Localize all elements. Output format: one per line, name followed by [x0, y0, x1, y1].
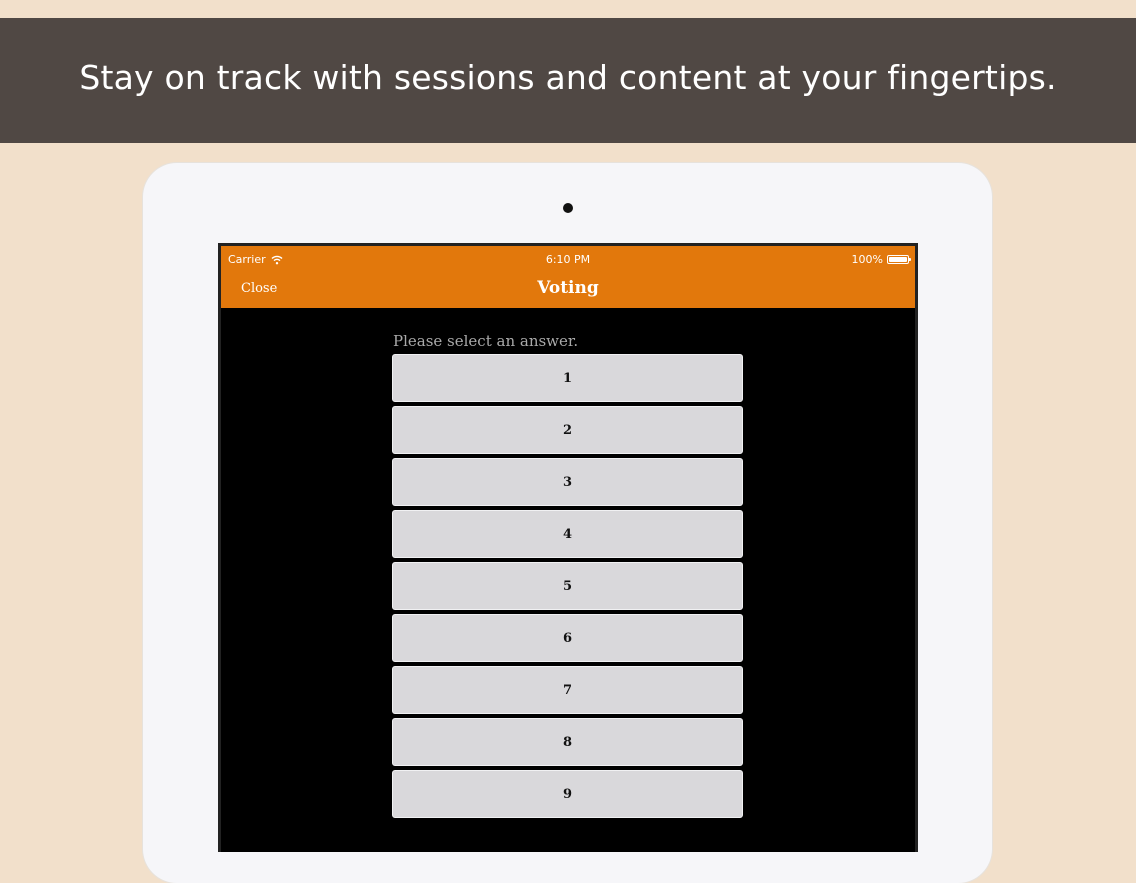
carrier-label: Carrier	[228, 253, 266, 266]
answer-button[interactable]: 3	[392, 458, 743, 506]
navigation-bar	[221, 246, 915, 308]
battery-indicator	[852, 253, 909, 266]
battery-icon	[887, 255, 909, 264]
answer-button[interactable]: 5	[392, 562, 743, 610]
answer-button[interactable]: 7	[392, 666, 743, 714]
answer-button[interactable]: 2	[392, 406, 743, 454]
battery-percent: 100%	[851, 253, 883, 266]
answer-button[interactable]: 6	[392, 614, 743, 662]
headline-text: Stay on track with sessions and content at your fingertips.	[79, 58, 1057, 97]
status-bar	[221, 246, 915, 268]
page-title: Voting	[537, 278, 599, 298]
answer-button[interactable]: 9	[392, 770, 743, 818]
answer-button[interactable]: 8	[392, 718, 743, 766]
clock-time: 6:10 PM	[545, 253, 591, 266]
camera-icon	[563, 203, 573, 213]
answer-button[interactable]: 4	[392, 510, 743, 558]
battery-fill	[889, 257, 907, 262]
headline-banner	[0, 18, 1136, 143]
app-screen	[218, 243, 918, 852]
close-button[interactable]: Close	[241, 281, 278, 296]
voting-prompt: Please select an answer.	[393, 332, 579, 350]
answer-button[interactable]: 1	[392, 354, 743, 402]
answer-list	[392, 354, 745, 822]
